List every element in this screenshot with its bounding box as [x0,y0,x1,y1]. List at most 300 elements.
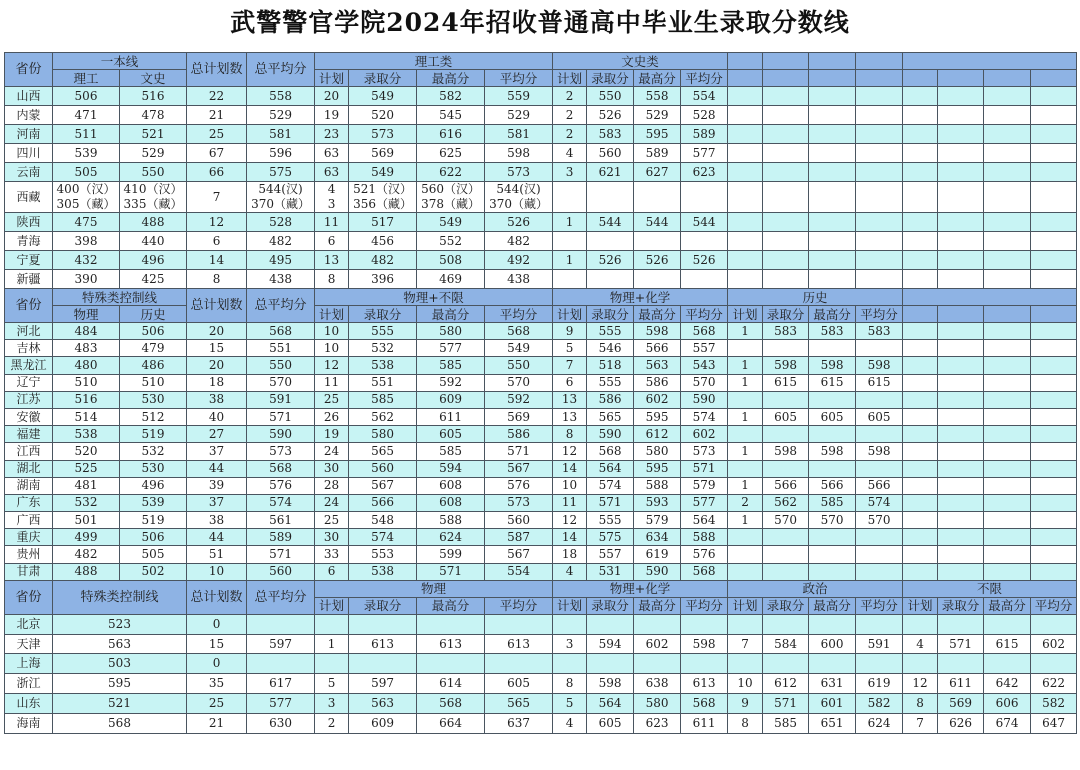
score-cell: 12 [553,443,587,460]
score-cell [763,563,809,580]
score-cell: 573 [681,443,728,460]
score-cell: 605 [485,674,553,694]
score-cell: 526 [681,251,728,270]
score-cell: 10 [315,340,349,357]
score-cell [1031,563,1077,580]
score-cell [984,323,1031,340]
score-cell: 573 [349,125,417,144]
column-header [763,70,809,87]
score-cell: 544(汉) 370（藏） [485,182,553,213]
score-cell: 516 [53,391,120,408]
score-cell: 471 [53,106,120,125]
score-cell [809,182,856,213]
control-line-header: 特殊类控制线 [53,580,187,614]
score-cell: 590 [247,426,315,443]
score-cell: 1 [553,213,587,232]
score-cell: 553 [349,546,417,563]
score-cell: 400（汉） 305（藏） [53,182,120,213]
score-cell [553,232,587,251]
score-cell: 570 [809,512,856,529]
control-line-subheader: 历史 [120,306,187,323]
score-cell: 13 [553,408,587,425]
score-cell [1031,232,1077,251]
score-cell: 482 [485,232,553,251]
score-cell: 606 [984,694,1031,714]
score-cell [485,654,553,674]
score-cell: 13 [553,391,587,408]
score-cell: 469 [417,270,485,289]
score-cell: 508 [417,251,485,270]
score-cell [938,163,984,182]
score-cell: 25 [187,694,247,714]
score-cell: 51 [187,546,247,563]
score-cell: 651 [809,713,856,733]
score-cell: 577 [681,494,728,511]
province-cell: 天津 [5,634,53,654]
score-cell [809,563,856,580]
score-cell: 526 [587,251,634,270]
score-cell: 44 [187,460,247,477]
total-plan-header: 总计划数 [187,580,247,614]
score-cell: 595 [634,460,681,477]
score-cell: 496 [120,477,187,494]
province-cell: 山西 [5,87,53,106]
score-cell: 598 [587,674,634,694]
score-cell: 4 3 [315,182,349,213]
score-cell [856,182,903,213]
score-cell: 432 [53,251,120,270]
score-cell: 615 [763,374,809,391]
score-cell: 580 [634,694,681,714]
score-cell [903,232,938,251]
score-cell: 589 [681,125,728,144]
province-cell: 江苏 [5,391,53,408]
group-header: 文史类 [553,53,728,70]
score-cell [1031,106,1077,125]
score-cell [553,614,587,634]
score-cell [553,654,587,674]
score-cell [634,232,681,251]
group-header: 不限 [903,580,1077,597]
score-cell: 503 [53,654,187,674]
table-row [5,529,1077,546]
score-cell [856,251,903,270]
score-cell [856,460,903,477]
score-cell: 11 [553,494,587,511]
score-cell: 615 [984,634,1031,654]
score-cell: 506 [120,323,187,340]
score-cell: 583 [763,323,809,340]
column-header [856,70,903,87]
score-cell [938,654,984,674]
score-cell [984,106,1031,125]
score-cell [1031,340,1077,357]
total-avg-header: 总平均分 [247,53,315,87]
score-cell [728,529,763,546]
score-cell: 568 [417,694,485,714]
province-cell: 西藏 [5,182,53,213]
table-row [5,87,1077,106]
column-header: 平均分 [681,597,728,614]
column-header: 最高分 [634,597,681,614]
table-row [5,443,1077,460]
column-header [984,70,1031,87]
score-cell: 561 [247,512,315,529]
province-cell: 湖北 [5,460,53,477]
province-header: 省份 [5,289,53,323]
score-cell [1031,654,1077,674]
score-cell [634,270,681,289]
score-cell: 18 [553,546,587,563]
score-cell: 8 [728,713,763,733]
score-cell: 529 [634,106,681,125]
score-cell: 1 [315,634,349,654]
score-cell [634,654,681,674]
score-cell: 530 [120,460,187,477]
score-cell: 510 [120,374,187,391]
score-cell: 621 [587,163,634,182]
score-cell: 1 [728,357,763,374]
score-cell: 566 [809,477,856,494]
score-cell [763,529,809,546]
score-cell: 568 [53,713,187,733]
column-header: 平均分 [856,597,903,614]
score-cell [903,357,938,374]
score-cell [1031,512,1077,529]
province-cell: 云南 [5,163,53,182]
column-header: 录取分 [587,70,634,87]
column-header: 计划 [728,306,763,323]
score-cell [1031,460,1077,477]
score-cell: 623 [681,163,728,182]
score-cell [984,477,1031,494]
column-header: 平均分 [681,306,728,323]
score-cell [938,512,984,529]
score-cell [681,270,728,289]
table-row [5,357,1077,374]
score-cell [809,614,856,634]
score-cell [903,182,938,213]
score-cell [856,563,903,580]
score-cell: 8 [187,270,247,289]
score-cell: 10 [187,563,247,580]
score-cell: 605 [856,408,903,425]
score-cell: 514 [53,408,120,425]
score-cell: 482 [53,546,120,563]
score-cell [938,529,984,546]
score-cell: 566 [856,477,903,494]
column-header: 最高分 [634,70,681,87]
score-cell: 615 [809,374,856,391]
score-cell: 7 [187,182,247,213]
score-cell: 398 [53,232,120,251]
table-row [5,144,1077,163]
score-cell [938,106,984,125]
score-cell [903,546,938,563]
score-cell: 37 [187,494,247,511]
score-cell [938,251,984,270]
score-cell: 23 [315,125,349,144]
score-cell: 612 [634,426,681,443]
score-cell: 574 [349,529,417,546]
score-cell: 521 [53,694,187,714]
score-cell: 20 [187,323,247,340]
score-cell: 563 [349,694,417,714]
score-cell: 560 [587,144,634,163]
table-row [5,391,1077,408]
score-cell: 63 [315,163,349,182]
score-cell: 538 [349,357,417,374]
score-cell [938,144,984,163]
province-cell: 甘肃 [5,563,53,580]
score-cell: 602 [634,391,681,408]
score-cell [903,163,938,182]
score-cell [984,563,1031,580]
score-cell: 611 [681,713,728,733]
table-row [5,213,1077,232]
score-cell: 577 [247,694,315,714]
score-cell: 583 [587,125,634,144]
score-cell: 21 [187,713,247,733]
score-cell: 475 [53,213,120,232]
score-cell [763,426,809,443]
score-cell: 586 [587,391,634,408]
score-cell [984,614,1031,634]
score-cell: 623 [634,713,681,733]
score-cell: 12 [187,213,247,232]
score-cell: 4 [903,634,938,654]
score-cell [728,106,763,125]
score-cell: 19 [315,426,349,443]
score-cell: 598 [763,443,809,460]
score-cell: 550 [247,357,315,374]
score-cell: 595 [634,125,681,144]
score-cell: 529 [485,106,553,125]
score-cell: 550 [485,357,553,374]
score-cell [809,125,856,144]
province-cell: 吉林 [5,340,53,357]
score-cell: 642 [984,674,1031,694]
score-cell: 619 [634,546,681,563]
score-cell [1031,213,1077,232]
score-cell [587,182,634,213]
column-header [1031,306,1077,323]
score-cell: 519 [120,512,187,529]
control-line-header: 一本线 [53,53,187,70]
score-cell: 9 [553,323,587,340]
score-cell: 11 [315,213,349,232]
group-header [903,289,1077,306]
score-cell: 396 [349,270,417,289]
score-cell [1031,494,1077,511]
score-cell: 581 [485,125,553,144]
score-cell [587,270,634,289]
table-row [5,163,1077,182]
score-cell: 551 [349,374,417,391]
score-cell [1031,251,1077,270]
score-cell [634,614,681,634]
score-cell: 486 [120,357,187,374]
score-cell [247,654,315,674]
score-cell: 590 [681,391,728,408]
score-cell: 6 [187,232,247,251]
score-cell [728,125,763,144]
score-cell: 565 [485,694,553,714]
score-cell [728,391,763,408]
table-row [5,674,1077,694]
score-cell [984,87,1031,106]
score-cell: 575 [247,163,315,182]
score-cell [984,546,1031,563]
score-cell: 591 [247,391,315,408]
score-cell: 555 [349,323,417,340]
score-cell: 479 [120,340,187,357]
score-cell: 3 [315,694,349,714]
score-cell: 637 [485,713,553,733]
score-cell [903,477,938,494]
score-cell [903,654,938,674]
score-cell: 25 [315,512,349,529]
score-cell: 580 [349,426,417,443]
score-cell [984,391,1031,408]
score-cell: 516 [120,87,187,106]
score-cell [903,426,938,443]
score-cell: 544(汉) 370（藏） [247,182,315,213]
score-cell: 492 [485,251,553,270]
score-cell [1031,182,1077,213]
score-cell: 538 [349,563,417,580]
score-cell [903,251,938,270]
column-header: 最高分 [809,306,856,323]
score-cell [938,546,984,563]
score-cell: 560（汉） 378（藏） [417,182,485,213]
score-cell: 521（汉） 356（藏） [349,182,417,213]
score-cell: 564 [587,694,634,714]
table-row [5,694,1077,714]
score-cell: 569 [349,144,417,163]
column-header: 平均分 [485,306,553,323]
score-cell [809,340,856,357]
score-cell: 18 [187,374,247,391]
score-cell [856,340,903,357]
score-cell: 390 [53,270,120,289]
score-cell [809,270,856,289]
score-cell: 440 [120,232,187,251]
score-cell: 597 [247,634,315,654]
score-cell: 571 [763,694,809,714]
score-cell [903,460,938,477]
column-header [984,306,1031,323]
province-cell: 内蒙 [5,106,53,125]
score-cell [1031,614,1077,634]
score-cell: 638 [634,674,681,694]
score-cell: 598 [763,357,809,374]
score-cell: 602 [634,634,681,654]
score-cell: 590 [587,426,634,443]
score-cell: 529 [120,144,187,163]
score-cell: 66 [187,163,247,182]
score-cell [984,654,1031,674]
score-cell: 28 [315,477,349,494]
score-cell [903,529,938,546]
score-cell [903,125,938,144]
table-row [5,634,1077,654]
score-cell [856,106,903,125]
table-row [5,477,1077,494]
control-line-subheader: 文史 [120,70,187,87]
column-header: 录取分 [938,597,984,614]
score-cell: 529 [247,106,315,125]
score-cell: 567 [485,460,553,477]
score-cell [728,87,763,106]
score-cell: 624 [856,713,903,733]
score-cell [856,654,903,674]
column-header: 计划 [553,306,587,323]
score-cell: 528 [247,213,315,232]
score-cell: 619 [856,674,903,694]
column-header: 录取分 [349,597,417,614]
score-cell: 27 [187,426,247,443]
header-row [5,289,1077,306]
score-cell: 558 [634,87,681,106]
score-cell [984,270,1031,289]
score-cell: 605 [763,408,809,425]
province-cell: 福建 [5,426,53,443]
column-header: 平均分 [1031,597,1077,614]
score-cell: 26 [315,408,349,425]
score-cell: 1 [553,251,587,270]
score-cell: 0 [187,654,247,674]
score-cell: 25 [315,391,349,408]
score-cell: 3 [553,634,587,654]
score-cell: 570 [681,374,728,391]
score-cell [763,251,809,270]
score-cell [903,144,938,163]
score-cell [763,654,809,674]
score-cell: 14 [187,251,247,270]
score-cell: 7 [553,357,587,374]
score-cell: 501 [53,512,120,529]
score-cell: 410（汉） 335（藏） [120,182,187,213]
province-header: 省份 [5,53,53,87]
score-cell: 601 [809,694,856,714]
score-cell [809,426,856,443]
score-cell: 549 [417,213,485,232]
column-header [938,306,984,323]
province-cell: 上海 [5,654,53,674]
score-cell [903,87,938,106]
score-cell: 19 [315,106,349,125]
score-cell [728,213,763,232]
group-header: 历史 [728,289,903,306]
column-header: 最高分 [634,306,681,323]
score-cell [984,182,1031,213]
column-header: 录取分 [587,306,634,323]
score-cell: 539 [53,144,120,163]
score-cell [1031,144,1077,163]
score-cell: 611 [938,674,984,694]
score-cell: 8 [553,426,587,443]
score-cell: 30 [315,529,349,546]
score-cell [587,654,634,674]
score-cell: 512 [120,408,187,425]
table-row [5,232,1077,251]
score-cell [938,213,984,232]
score-cell: 598 [485,144,553,163]
score-cell: 425 [120,270,187,289]
score-cell: 1 [728,477,763,494]
score-cell: 571 [485,443,553,460]
